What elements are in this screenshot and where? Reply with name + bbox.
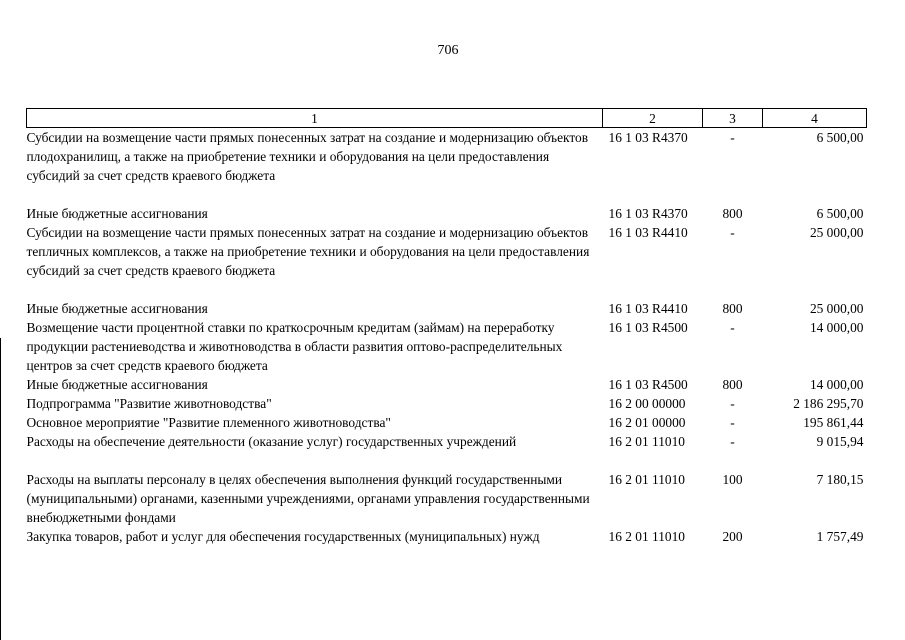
table-row xyxy=(27,413,867,432)
left-margin-rule xyxy=(0,338,1,640)
row-code: 16 2 01 11010 xyxy=(608,472,685,487)
row-description: Иные бюджетные ассигнования xyxy=(26,377,208,392)
row-amount: 9 015,94 xyxy=(816,434,864,449)
row-code: 16 2 00 00000 xyxy=(608,396,686,411)
table-row xyxy=(27,375,867,394)
header-col-2: 2 xyxy=(603,109,703,128)
row-code: 16 1 03 R4410 xyxy=(608,301,688,316)
row-code: 16 2 01 11010 xyxy=(608,434,685,449)
row-description: Иные бюджетные ассигнования xyxy=(26,206,208,221)
row-amount: 195 861,44 xyxy=(803,415,864,430)
row-amount: 1 757,49 xyxy=(816,529,864,544)
header-col-3: 3 xyxy=(703,109,763,128)
table-row xyxy=(27,527,867,546)
table-row xyxy=(27,128,867,205)
row-amount: 14 000,00 xyxy=(809,320,864,335)
row-code: 16 2 01 00000 xyxy=(608,415,686,430)
row-description: Основное мероприятие "Развитие племенного животноводства" xyxy=(26,415,391,430)
row-expense-type: - xyxy=(730,320,735,335)
row-amount: 6 500,00 xyxy=(816,206,864,221)
row-expense-type: - xyxy=(730,225,735,240)
table-row xyxy=(27,299,867,318)
row-expense-type: 200 xyxy=(722,529,743,544)
table-row xyxy=(27,223,867,299)
row-description: Расходы на выплаты персоналу в целях обеспечения выполнения функций государственными (муниципальными) органами, казенными учреждениями, органами управления государственными внебюджетными фондами xyxy=(26,472,590,525)
row-amount: 2 186 295,70 xyxy=(793,396,864,411)
row-code: 16 1 03 R4410 xyxy=(608,225,688,240)
row-description: Субсидии на возмещение части прямых понесенных затрат на создание и модернизацию объектов плодохранилищ, а также на приобретение техники и оборудования на цели предоставления субсидий за счет средств краевого бюджета xyxy=(26,130,589,183)
row-description: Расходы на обеспечение деятельности (оказание услуг) государственных учреждений xyxy=(26,434,517,449)
row-description: Субсидии на возмещение части прямых понесенных затрат на создание и модернизацию объектов тепличных комплексов, а также на приобретение техники и оборудования на цели предоставления субсидий за счет средств краевого бюджета xyxy=(26,225,590,278)
row-code: 16 1 03 R4500 xyxy=(608,320,688,335)
row-code: 16 1 03 R4370 xyxy=(608,130,688,145)
header-col-1: 1 xyxy=(27,109,603,128)
page-number: 706 xyxy=(437,43,459,58)
row-expense-type: - xyxy=(730,434,735,449)
table-row xyxy=(27,470,867,527)
row-code: 16 1 03 R4500 xyxy=(608,377,688,392)
table-header-row xyxy=(27,109,867,128)
table-row xyxy=(27,318,867,375)
row-amount: 25 000,00 xyxy=(809,301,864,316)
header-col-4: 4 xyxy=(763,109,867,128)
row-amount: 25 000,00 xyxy=(809,225,864,240)
row-expense-type: - xyxy=(730,396,735,411)
row-expense-type: - xyxy=(730,415,735,430)
row-description: Подпрограмма "Развитие животноводства" xyxy=(26,396,272,411)
row-expense-type: 800 xyxy=(722,377,743,392)
row-expense-type: 800 xyxy=(722,206,743,221)
table-row xyxy=(27,204,867,223)
row-expense-type: 800 xyxy=(722,301,743,316)
row-expense-type: - xyxy=(730,130,735,145)
row-code: 16 1 03 R4370 xyxy=(608,206,688,221)
row-amount: 14 000,00 xyxy=(809,377,864,392)
row-description: Закупка товаров, работ и услуг для обеспечения государственных (муниципальных) нужд xyxy=(26,529,540,544)
budget-table xyxy=(26,108,867,546)
row-code: 16 2 01 11010 xyxy=(608,529,685,544)
row-description: Иные бюджетные ассигнования xyxy=(26,301,208,316)
row-expense-type: 100 xyxy=(722,472,743,487)
table-row xyxy=(27,394,867,413)
row-amount: 7 180,15 xyxy=(816,472,864,487)
row-description: Возмещение части процентной ставки по краткосрочным кредитам (займам) на переработку продукции растениеводства и животноводства в области развития оптово-распределительных центров за счет средств краевого бюджета xyxy=(26,320,563,373)
table-row xyxy=(27,432,867,470)
row-amount: 6 500,00 xyxy=(816,130,864,145)
